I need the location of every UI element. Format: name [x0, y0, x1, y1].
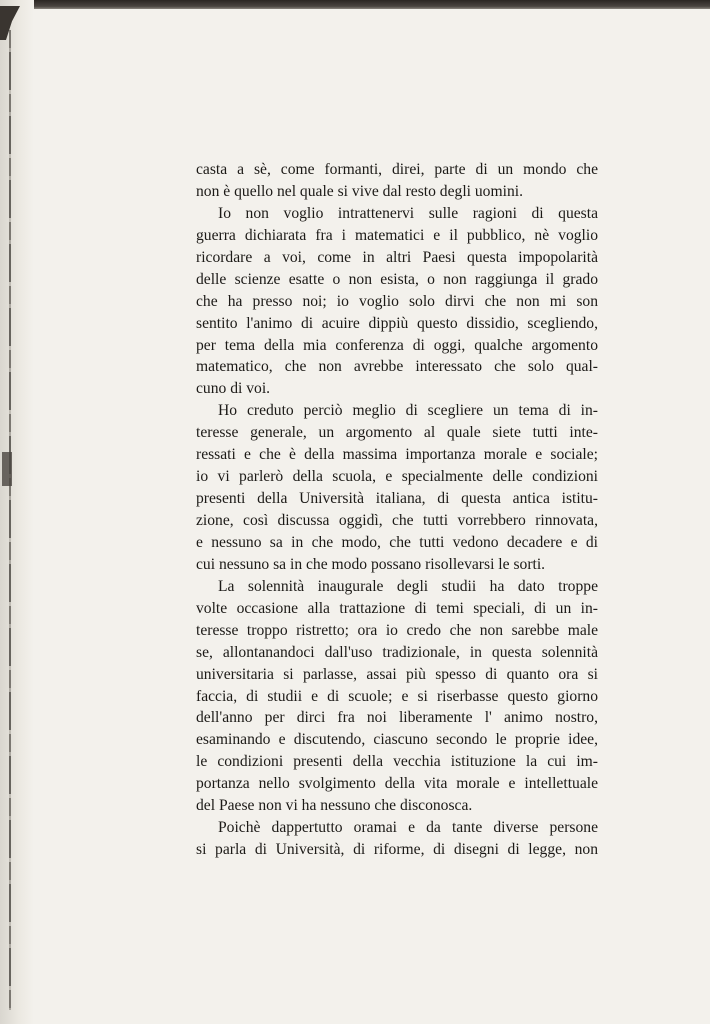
page-body-text	[196, 159, 598, 861]
text-line: La solennità inaugurale degli studii ha dato troppe	[218, 577, 598, 595]
text-line: matematico, che non avrebbe interessato che solo qual-	[196, 358, 598, 376]
text-line: faccia, di studii e di scuole; e si riserbasse questo giorno	[196, 687, 598, 705]
text-line: delle scienze esatte o non esista, o non raggiunga il grado	[196, 270, 598, 288]
text-line: casta a sè, come formanti, direi, parte di un mondo che	[196, 161, 598, 178]
text-line: volte occasione alla trattazione di temi speciali, di un in-	[196, 599, 598, 617]
text-line: del Paese non vi ha nessuno che disconosca.	[196, 797, 473, 815]
text-line: si parla di Università, di riforme, di disegni di legge, non	[196, 841, 598, 859]
binding-stitch-line	[9, 30, 11, 1010]
text-line: portanza nello svolgimento della vita morale e intellettuale	[196, 775, 598, 793]
text-line: le condizioni presenti della vecchia istituzione la cui im-	[196, 753, 598, 771]
text-line: guerra dichiarata fra i matematici e il pubblico, nè voglio	[196, 226, 598, 244]
text-line: cuno di voi.	[196, 380, 271, 398]
binding-edge	[0, 0, 34, 1024]
page-top-edge	[0, 0, 710, 9]
text-line: Poichè dappertutto oramai e da tante diverse persone	[218, 819, 598, 837]
text-line: teresse troppo ristretto; ora io credo che non sarebbe male	[196, 621, 598, 639]
text-line: universitaria si parlasse, assai più spesso di quanto ora si	[196, 665, 598, 683]
text-line: per tema della mia conferenza di oggi, qualche argomento	[196, 336, 598, 354]
text-line: esaminando e discutendo, ciascuno secondo le proprie idee,	[196, 731, 598, 749]
text-line: ricordare a voi, come in altri Paesi questa impopolarità	[196, 248, 598, 266]
text-line: zione, così discussa oggidì, che tutti vorrebbero rinnovata,	[196, 512, 598, 529]
binding-notch-mark	[2, 452, 12, 486]
text-line: sentito l'animo di acuire dippiù questo dissidio, scegliendo,	[196, 314, 598, 332]
text-line: ressati e che è della massima importanza morale e sociale;	[196, 446, 598, 464]
text-line: non è quello nel quale si vive dal resto degli uomini.	[196, 182, 523, 200]
text-line: Ho creduto perciò meglio di scegliere un tema di in-	[218, 402, 598, 420]
text-line: teresse generale, un argomento al quale siete tutti inte-	[196, 424, 598, 442]
text-line: se, allontanandoci dall'uso tradizionale, in questa solennità	[196, 643, 598, 661]
text-line: cui nessuno sa in che modo possano risollevarsi le sorti.	[196, 555, 546, 573]
text-line: io vi parlerò della scuola, e specialmente delle condizioni	[196, 468, 598, 486]
text-line: Io non voglio intrattenervi sulle ragioni di questa	[218, 204, 598, 222]
text-line: e nessuno sa in che modo, che tutti vedono decadere e di	[196, 533, 598, 551]
text-line: che ha presso noi; io voglio solo dirvi che non mi son	[196, 292, 598, 310]
text-line: presenti della Università italiana, di questa antica istitu-	[196, 490, 598, 508]
text-line: dell'anno per dirci fra noi liberamente l' animo nostro,	[196, 709, 598, 727]
